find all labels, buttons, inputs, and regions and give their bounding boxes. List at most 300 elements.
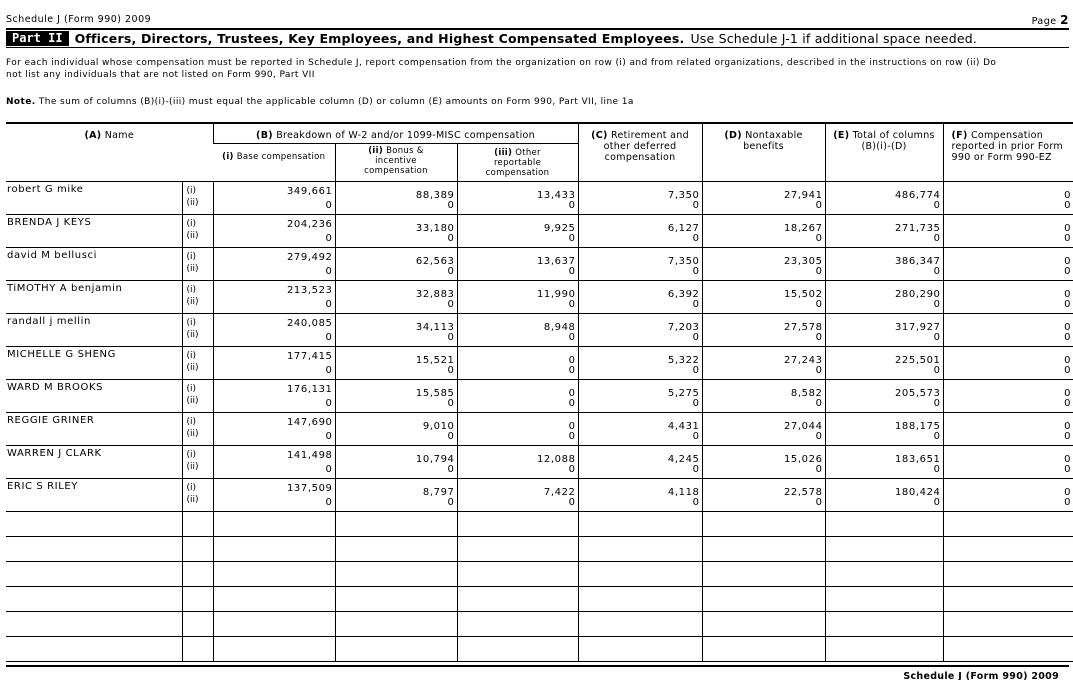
instructions-text: For each individual whose compensation must be reported in Schedule J, report compensation from the organization on row (i) and from related organizations, described in the instructions on row (ii) Do not list any individuals that are not listed on Form 990, Part VII [6,58,997,80]
empty-cell [457,586,578,611]
cell-prior [943,346,1073,379]
col-header-breakdown: (B) Breakdown of W-2 and/or 1099-MISC compensation [213,123,578,143]
cell-retirement [578,313,702,346]
empty-table-row [6,561,1073,586]
row-markers [182,247,213,280]
row-marker-ii: (ii) [186,296,199,307]
value-row-i: 62,563 [415,255,455,267]
cell-total [825,280,943,313]
cell-prior [943,478,1073,511]
value-row-ii: 0 [447,463,455,475]
note-text [6,97,634,107]
value-row-i: 34,113 [415,321,455,333]
value-row-ii: 0 [1064,364,1072,376]
col-header-bonus: (ii) Bonus & incentive compensation [335,143,457,181]
value-row-i: 9,925 [543,222,576,234]
cell-retirement [578,181,702,214]
cell-base [213,478,335,511]
value-row-i: 0 [1064,387,1072,399]
part-badge: Part II [6,31,69,46]
col-header-retirement: (C) Retirement and other deferred compensation [578,123,702,181]
cell-total [825,247,943,280]
cell-nontaxable [702,346,825,379]
value-row-ii: 0 [568,265,576,277]
empty-cell [825,511,943,536]
table-row [6,379,1073,412]
value-row-i: 6,127 [667,222,700,234]
cell-prior [943,247,1073,280]
empty-cell [702,611,825,636]
row-markers [182,214,213,247]
empty-cell [702,561,825,586]
value-row-ii: 0 [815,199,823,211]
part-title: Officers, Directors, Trustees, Key Employees, and Highest Compensated Employees. [74,31,685,46]
row-markers [182,478,213,511]
empty-cell [6,636,182,661]
empty-cell [6,511,182,536]
value-row-ii: 0 [692,265,700,277]
value-row-ii: 0 [933,331,941,343]
value-row-ii: 0 [1064,397,1072,409]
empty-cell [335,636,457,661]
value-row-ii: 0 [447,265,455,277]
value-row-ii: 0 [447,364,455,376]
value-row-ii: 0 [568,397,576,409]
cell-bonus [335,247,457,280]
value-row-ii: 0 [692,364,700,376]
value-row-ii: 0 [1064,232,1072,244]
value-row-ii: 0 [325,397,333,409]
table-row [6,412,1073,445]
value-row-i: 6,392 [667,288,700,300]
cell-total [825,313,943,346]
cell-base [213,313,335,346]
cell-prior [943,445,1073,478]
row-markers [182,445,213,478]
table-row [6,478,1073,511]
empty-cell [335,511,457,536]
value-row-i: 22,578 [783,486,823,498]
value-row-ii: 0 [447,199,455,211]
officer-name: BRENDA J KEYS [6,214,182,247]
value-row-i: 0 [1064,354,1072,366]
col-header-other: (iii) Other reportable compensation [457,143,578,181]
footer-form-label: Schedule J (Form 990) 2009 [903,671,1059,680]
cell-other [457,445,578,478]
value-row-i: 280,290 [894,288,941,300]
value-row-ii: 0 [815,364,823,376]
value-row-ii: 0 [933,199,941,211]
empty-table-row [6,511,1073,536]
empty-cell [578,561,702,586]
cell-other [457,247,578,280]
value-row-i: 177,415 [286,350,333,362]
value-row-ii: 0 [568,199,576,211]
empty-cell [182,586,213,611]
value-row-ii: 0 [933,232,941,244]
cell-base [213,280,335,313]
value-row-i: 180,424 [894,486,941,498]
empty-cell [335,611,457,636]
cell-prior [943,280,1073,313]
value-row-ii: 0 [815,331,823,343]
value-row-ii: 0 [933,364,941,376]
officer-name: ERIC S RILEY [6,478,182,511]
empty-cell [457,561,578,586]
empty-cell [943,536,1073,561]
table-row [6,346,1073,379]
row-marker-ii: (ii) [186,230,199,241]
value-row-i: 5,322 [667,354,700,366]
empty-cell [182,636,213,661]
value-row-i: 13,637 [536,255,576,267]
value-row-ii: 0 [815,496,823,508]
value-row-ii: 0 [692,463,700,475]
value-row-i: 349,661 [286,185,333,197]
cell-other [457,280,578,313]
cell-base [213,214,335,247]
cell-other [457,478,578,511]
value-row-ii: 0 [933,397,941,409]
value-row-ii: 0 [325,298,333,310]
cell-base [213,379,335,412]
empty-cell [335,561,457,586]
value-row-i: 225,501 [894,354,941,366]
cell-base [213,412,335,445]
value-row-i: 279,492 [286,251,333,263]
cell-other [457,214,578,247]
value-row-ii: 0 [447,331,455,343]
value-row-i: 205,573 [894,387,941,399]
page-number: 2 [1060,13,1069,27]
row-markers [182,280,213,313]
cell-nontaxable [702,247,825,280]
empty-table-row [6,636,1073,661]
row-marker-i: (i) [186,482,197,493]
cell-other [457,379,578,412]
cell-total [825,445,943,478]
cell-base [213,346,335,379]
empty-cell [213,586,335,611]
row-markers [182,313,213,346]
value-row-i: 23,305 [783,255,823,267]
value-row-i: 27,578 [783,321,823,333]
row-marker-ii: (ii) [186,263,199,274]
empty-cell [825,611,943,636]
cell-nontaxable [702,280,825,313]
cell-retirement [578,379,702,412]
cell-total [825,346,943,379]
value-row-i: 486,774 [894,189,941,201]
cell-other [457,412,578,445]
empty-cell [335,586,457,611]
empty-cell [578,611,702,636]
value-row-i: 15,521 [415,354,455,366]
value-row-ii: 0 [325,430,333,442]
empty-cell [213,511,335,536]
empty-cell [457,536,578,561]
empty-cell [702,636,825,661]
compensation-table-wrapper [6,122,1073,662]
officer-name: REGGIE GRINER [6,412,182,445]
row-markers [182,346,213,379]
value-row-i: 7,350 [667,189,700,201]
value-row-ii: 0 [447,430,455,442]
officer-name: randall j mellin [6,313,182,346]
value-row-ii: 0 [447,496,455,508]
cell-retirement [578,412,702,445]
cell-retirement [578,445,702,478]
value-row-ii: 0 [447,397,455,409]
value-row-i: 33,180 [415,222,455,234]
value-row-ii: 0 [568,298,576,310]
table-row [6,214,1073,247]
value-row-ii: 0 [568,364,576,376]
value-row-i: 137,509 [286,482,333,494]
col-header-total: (E) Total of columns (B)(i)-(D) [825,123,943,181]
row-marker-i: (i) [186,185,197,196]
value-row-ii: 0 [568,496,576,508]
cell-total [825,412,943,445]
value-row-ii: 0 [692,331,700,343]
value-row-ii: 0 [815,298,823,310]
value-row-ii: 0 [1064,199,1072,211]
cell-nontaxable [702,214,825,247]
value-row-i: 7,422 [543,486,576,498]
row-markers [182,181,213,214]
value-row-i: 12,088 [536,453,576,465]
cell-other [457,181,578,214]
value-row-ii: 0 [933,265,941,277]
value-row-ii: 0 [325,232,333,244]
value-row-ii: 0 [692,232,700,244]
col-header-base: (i) Base compensation [213,143,335,181]
empty-cell [943,586,1073,611]
row-marker-i: (i) [186,284,197,295]
value-row-ii: 0 [325,496,333,508]
value-row-i: 0 [1064,453,1072,465]
empty-table-row [6,611,1073,636]
empty-cell [702,511,825,536]
row-marker-ii: (ii) [186,362,199,373]
value-row-i: 0 [1064,420,1072,432]
officer-name: robert G mike [6,181,182,214]
cell-bonus [335,379,457,412]
cell-base [213,445,335,478]
empty-cell [182,561,213,586]
value-row-i: 0 [1064,288,1072,300]
value-row-ii: 0 [568,430,576,442]
row-marker-ii: (ii) [186,428,199,439]
part-note: Use Schedule J-1 if additional space needed. [690,31,978,46]
empty-cell [578,536,702,561]
form-label: Schedule J (Form 990) 2009 [6,14,152,25]
value-row-ii: 0 [325,199,333,211]
value-row-ii: 0 [815,463,823,475]
value-row-ii: 0 [933,430,941,442]
col-header-nontaxable: (D) Nontaxable benefits [702,123,825,181]
table-row [6,280,1073,313]
empty-cell [182,611,213,636]
value-row-ii: 0 [1064,298,1072,310]
cell-retirement [578,280,702,313]
cell-nontaxable [702,313,825,346]
value-row-ii: 0 [1064,265,1072,277]
cell-nontaxable [702,478,825,511]
bottom-rule [6,665,1069,667]
value-row-ii: 0 [815,397,823,409]
value-row-i: 8,582 [790,387,823,399]
value-row-ii: 0 [568,463,576,475]
cell-nontaxable [702,412,825,445]
value-row-i: 88,389 [415,189,455,201]
value-row-i: 11,990 [536,288,576,300]
note-label: Note. [6,97,36,107]
value-row-i: 7,350 [667,255,700,267]
value-row-ii: 0 [692,298,700,310]
empty-cell [578,586,702,611]
empty-cell [457,636,578,661]
cell-prior [943,181,1073,214]
value-row-ii: 0 [1064,496,1072,508]
cell-retirement [578,478,702,511]
empty-cell [943,611,1073,636]
row-marker-i: (i) [186,383,197,394]
value-row-ii: 0 [815,232,823,244]
row-marker-ii: (ii) [186,197,199,208]
cell-total [825,181,943,214]
value-row-i: 0 [1064,255,1072,267]
value-row-i: 32,883 [415,288,455,300]
value-row-ii: 0 [447,232,455,244]
row-marker-ii: (ii) [186,494,199,505]
top-rule [6,28,1069,30]
cell-other [457,346,578,379]
empty-cell [457,611,578,636]
value-row-ii: 0 [568,232,576,244]
empty-cell [6,561,182,586]
value-row-i: 4,245 [667,453,700,465]
empty-cell [6,536,182,561]
part-rule [6,47,1069,48]
empty-cell [943,561,1073,586]
empty-cell [213,536,335,561]
value-row-i: 15,502 [783,288,823,300]
value-row-ii: 0 [325,265,333,277]
value-row-ii: 0 [815,430,823,442]
empty-cell [213,636,335,661]
empty-cell [335,536,457,561]
col-header-name: (A) Name [6,123,213,181]
cell-total [825,214,943,247]
value-row-i: 213,523 [286,284,333,296]
table-row [6,313,1073,346]
value-row-i: 188,175 [894,420,941,432]
value-row-i: 27,941 [783,189,823,201]
value-row-ii: 0 [325,364,333,376]
row-marker-i: (i) [186,251,197,262]
value-row-ii: 0 [815,265,823,277]
value-row-i: 7,203 [667,321,700,333]
row-marker-i: (i) [186,449,197,460]
cell-total [825,379,943,412]
cell-nontaxable [702,379,825,412]
cell-prior [943,379,1073,412]
empty-cell [825,536,943,561]
cell-bonus [335,346,457,379]
cell-nontaxable [702,181,825,214]
value-row-i: 240,085 [286,317,333,329]
cell-prior [943,412,1073,445]
compensation-table [6,122,1073,662]
empty-table-row [6,586,1073,611]
cell-base [213,247,335,280]
row-marker-ii: (ii) [186,395,199,406]
empty-cell [182,536,213,561]
value-row-i: 0 [568,420,576,432]
value-row-i: 8,948 [543,321,576,333]
col-header-prior: (F) Compensation reported in prior Form 990 or Form 990-EZ [943,123,1073,181]
value-row-ii: 0 [933,298,941,310]
row-markers [182,412,213,445]
value-row-i: 0 [1064,321,1072,333]
cell-bonus [335,478,457,511]
row-marker-i: (i) [186,416,197,427]
cell-nontaxable [702,445,825,478]
cell-bonus [335,412,457,445]
empty-cell [213,611,335,636]
empty-cell [943,511,1073,536]
empty-cell [578,636,702,661]
row-marker-i: (i) [186,350,197,361]
row-marker-i: (i) [186,317,197,328]
value-row-i: 13,433 [536,189,576,201]
table-row [6,247,1073,280]
value-row-ii: 0 [1064,331,1072,343]
table-row [6,445,1073,478]
value-row-ii: 0 [692,496,700,508]
value-row-ii: 0 [692,199,700,211]
value-row-i: 18,267 [783,222,823,234]
value-row-i: 0 [568,354,576,366]
cell-bonus [335,280,457,313]
value-row-i: 386,347 [894,255,941,267]
value-row-ii: 0 [1064,463,1072,475]
officer-name: TiMOTHY A benjamin [6,280,182,313]
empty-cell [825,586,943,611]
value-row-ii: 0 [933,463,941,475]
value-row-ii: 0 [447,298,455,310]
cell-bonus [335,445,457,478]
empty-table-row [6,536,1073,561]
page-indicator [1032,13,1069,27]
empty-cell [825,561,943,586]
cell-total [825,478,943,511]
cell-bonus [335,313,457,346]
row-marker-ii: (ii) [186,461,199,472]
empty-cell [578,511,702,536]
value-row-i: 0 [1064,222,1072,234]
empty-cell [6,611,182,636]
cell-other [457,313,578,346]
value-row-ii: 0 [933,496,941,508]
empty-cell [182,511,213,536]
value-row-i: 317,927 [894,321,941,333]
cell-retirement [578,214,702,247]
value-row-ii: 0 [692,397,700,409]
value-row-i: 176,131 [286,383,333,395]
note-body: The sum of columns (B)(i)-(iii) must equal the applicable column (D) or column (E) amounts on Form 990, Part VII, line 1a [38,97,634,107]
